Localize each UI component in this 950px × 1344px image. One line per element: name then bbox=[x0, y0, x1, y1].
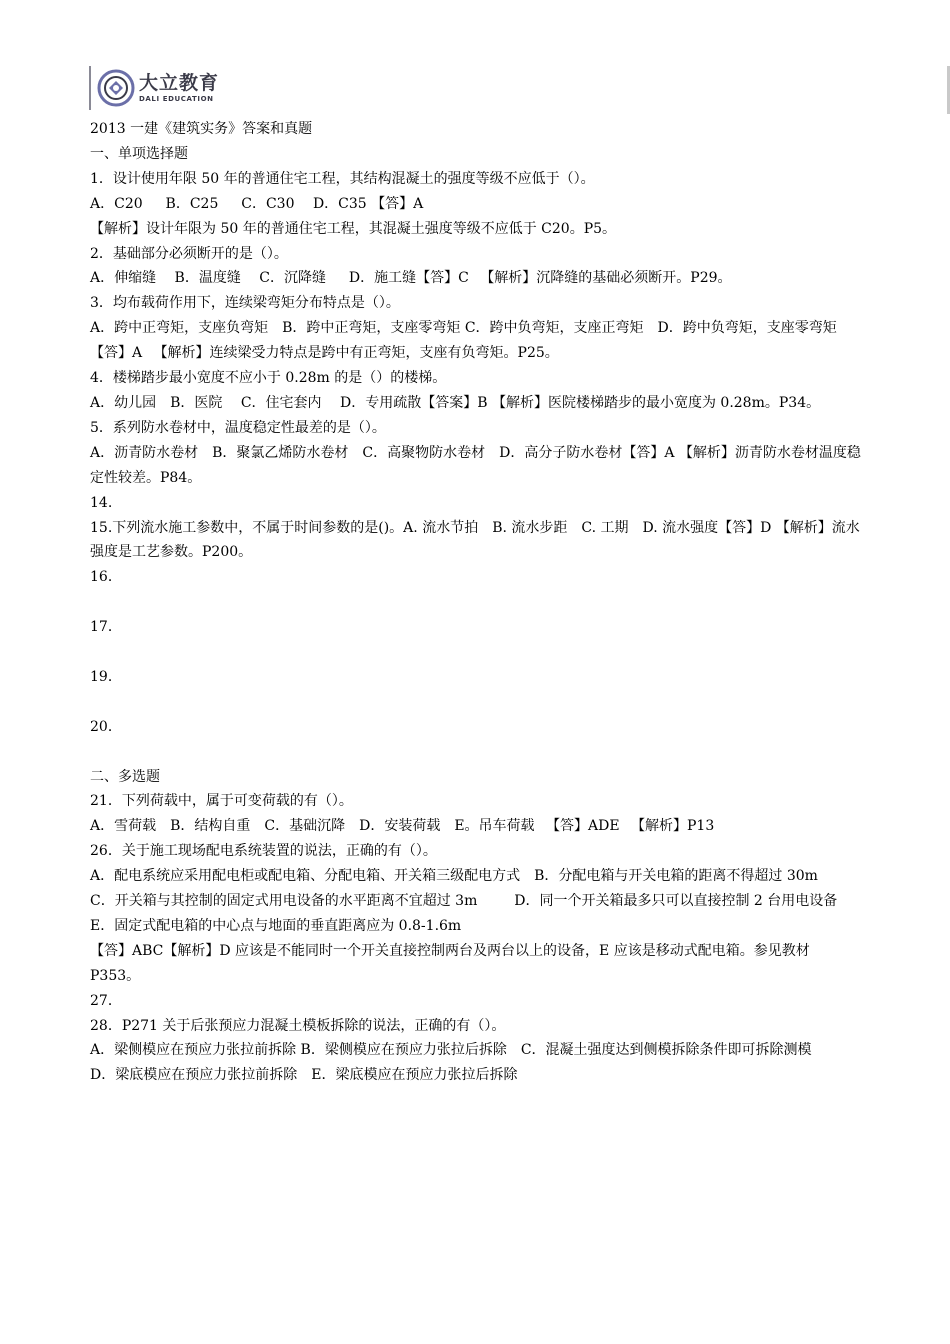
question-2: 2．基础部分必须断开的是（）。 bbox=[90, 245, 288, 262]
question-26: 26．关于施工现场配电系统装置的说法，正确的有（）。 bbox=[90, 843, 437, 860]
question-28: 28．P271 关于后张预应力混凝土模板拆除的说法，正确的有（）。 bbox=[90, 1017, 506, 1034]
question-4-options: A．幼儿园 B．医院 C．住宅套内 D．专用疏散【答案】B 【解析】医院楼梯踏步的最小宽度为 0.28m。P34。 bbox=[90, 394, 821, 411]
question-3-analysis: 【答】A 【解析】连续梁受力特点是跨中有正弯矩，支座有负弯矩。P25。 bbox=[90, 345, 559, 362]
question-2-options: A．伸缩缝 B．温度缝 C．沉降缝 D．施工缝【答】C 【解析】沉降缝的基础必须断开。P29。 bbox=[90, 270, 732, 287]
logo-name-en: DALI EDUCATION bbox=[139, 94, 214, 103]
doc-title: 2013 一建《建筑实务》答案和真题 bbox=[90, 121, 313, 137]
question-3-options: A．跨中正弯矩，支座负弯矩 B．跨中正弯矩，支座零弯矩 C．跨中负弯矩，支座正弯矩 D．跨中负弯矩，支座零弯矩 bbox=[90, 320, 837, 337]
question-1-options: A．C20 B．C25 C．C30 D．C35 【答】A bbox=[90, 195, 424, 212]
logo-name-cn: 大立教育 bbox=[139, 71, 220, 94]
question-19: 19． bbox=[90, 668, 122, 685]
question-17: 17． bbox=[90, 619, 122, 636]
question-1-analysis: 【解析】设计年限为 50 年的普通住宅工程，其混凝土强度等级不应低于 C20。P5。 bbox=[90, 220, 617, 237]
question-26-options-cd: C．开关箱与其控制的固定式用电设备的水平距离不宜超过 3m D．同一个开关箱最多只可以直接控制 2 台用电设备 bbox=[90, 893, 838, 910]
question-14: 14. bbox=[90, 494, 113, 511]
question-21-options: A．雪荷载 B．结构自重 C．基础沉降 D．安装荷载 E。吊车荷载 【答】ADE 【解析】P13 bbox=[90, 818, 715, 835]
document-body bbox=[90, 117, 862, 1088]
question-28-options-de: D．梁底模应在预应力张拉前拆除 E．梁底模应在预应力张拉后拆除 bbox=[90, 1067, 518, 1084]
logo-emblem-icon bbox=[97, 69, 135, 107]
question-26-option-e: E．固定式配电箱的中心点与地面的垂直距离应为 0.8-1.6m bbox=[90, 917, 462, 934]
question-26-options-ab: A．配电系统应采用配电柜或配电箱、分配电箱、开关箱三级配电方式 B．分配电箱与开关电箱的距离不得超过 30m bbox=[90, 868, 818, 885]
question-20: 20． bbox=[90, 718, 122, 735]
question-27: 27． bbox=[90, 992, 122, 1009]
question-21: 21．下列荷载中，属于可变荷载的有（）。 bbox=[90, 793, 353, 810]
question-3: 3．均布载荷作用下，连续梁弯矩分布特点是（）。 bbox=[90, 295, 400, 312]
section-heading-single: 一、单项选择题 bbox=[90, 145, 188, 162]
question-28-options-abc: A．梁侧模应在预应力张拉前拆除 B．梁侧模应在预应力张拉后拆除 C．混凝土强度达到侧模拆除条件即可拆除测模 bbox=[90, 1042, 812, 1059]
question-5-options: A．沥青防水卷材 B．聚氯乙烯防水卷材 C．高聚物防水卷材 D．高分子防水卷材【答】A 【解析】沥青防水卷材温度稳定性较差。P84。 bbox=[90, 444, 861, 486]
question-15: 15.下列流水施工参数中，不属于时间参数的是()。A. 流水节拍 B. 流水步距 C. 工期 D. 流水强度【答】D 【解析】流水强度是工艺参数。P200。 bbox=[90, 519, 860, 561]
question-1: 1．设计使用年限 50 年的普通住宅工程，其结构混凝土的强度等级不应低于（）。 bbox=[90, 170, 595, 187]
logo-bar bbox=[89, 66, 91, 110]
question-26-analysis: 【答】ABC【解析】D 应该是不能同时一个开关直接控制两台及两台以上的设备，E 应该是移动式配电箱。参见教材 P353。 bbox=[90, 942, 810, 984]
question-4: 4．楼梯踏步最小宽度不应小于 0.28m 的是（）的楼梯。 bbox=[90, 370, 447, 387]
company-logo bbox=[89, 66, 225, 110]
question-16: 16． bbox=[90, 569, 122, 586]
section-heading-multi: 二、多选题 bbox=[90, 768, 160, 785]
question-5: 5．系列防水卷材中，温度稳定性最差的是（）。 bbox=[90, 419, 386, 436]
